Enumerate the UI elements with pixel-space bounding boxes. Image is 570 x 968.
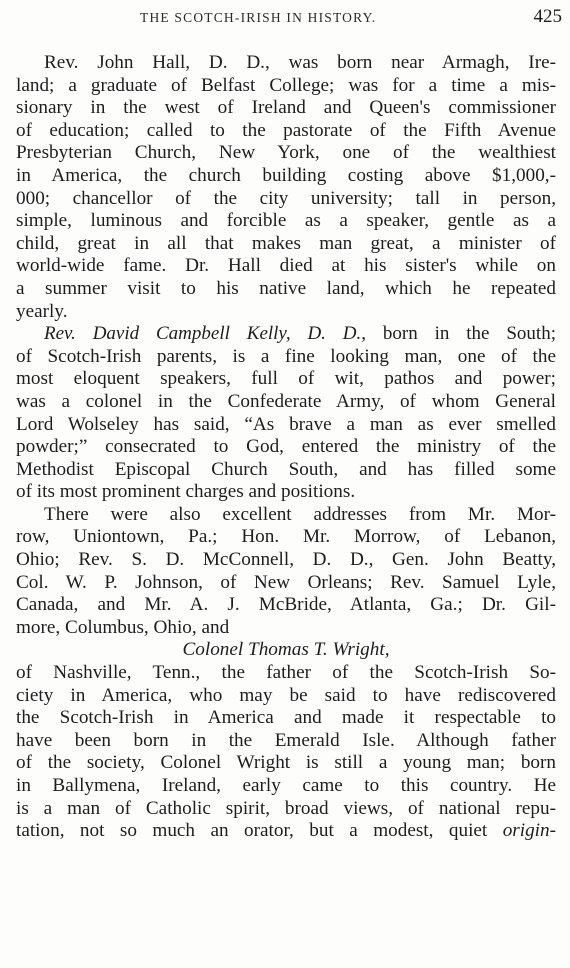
line-text: in America, the church building costing above $1,000,-: [16, 164, 556, 186]
text-line: [16, 301, 556, 324]
text-line: [16, 549, 556, 572]
line-text: have been born in the Emerald Isle. Although father: [16, 729, 556, 751]
line-text: of Scotch-Irish parents, is a fine looking man, one of the: [16, 345, 556, 367]
text-line: [16, 707, 556, 730]
text-line: [16, 210, 556, 233]
line-text: powder;” consecrated to God, entered the ministry of the: [16, 436, 556, 458]
text-line: [16, 165, 556, 188]
line-text: Methodist Episcopal Church South, and has filled some: [16, 458, 556, 480]
italic-word: origin-: [502, 820, 556, 842]
text-line: [16, 142, 556, 165]
text-line: [16, 752, 556, 775]
text-line: [16, 798, 556, 821]
text-line: [16, 617, 556, 640]
line-text: Canada, and Mr. A. J. McBride, Atlanta, Ga.; Dr. Gil-: [16, 594, 556, 616]
text-line: [16, 278, 556, 301]
line-text: of the society, Colonel Wright is still a young man; born: [16, 752, 556, 774]
italic-name: Rev. David Campbell Kelly, D. D.,: [44, 323, 367, 345]
text-line: [16, 820, 556, 843]
line-text: There were also excellent addresses from Mr. Mor-: [44, 503, 556, 525]
text-line: [16, 662, 556, 685]
text-line: [16, 730, 556, 753]
running-head: THE SCOTCH-IRISH IN HISTORY.: [140, 10, 377, 25]
line-text: 000; chancellor of the city university; tall in person,: [16, 187, 556, 209]
text-line: [16, 233, 556, 256]
text-line: [16, 391, 556, 414]
line-text: was a colonel in the Confederate Army, of whom General: [16, 390, 556, 412]
line-text: in Ballymena, Ireland, early came to this country. He: [16, 775, 556, 796]
line-text: Colonel Thomas T. Wright,: [182, 639, 390, 661]
text-line: [16, 526, 556, 549]
line-text: of education; called to the pastorate of the Fifth Avenue: [16, 119, 556, 141]
line-text: ciety in America, who may be said to have rediscovered: [16, 684, 556, 706]
line-text: of its most prominent charges and positions.: [16, 481, 356, 503]
line-text: the Scotch-Irish in America and made it respectable to: [16, 707, 556, 729]
text-line: [16, 97, 556, 120]
text-line: [16, 459, 556, 482]
text-line: [16, 504, 556, 527]
text-line: [16, 414, 556, 437]
line-text: of Nashville, Tenn., the father of the Scotch-Irish So-: [16, 662, 556, 684]
line-text: Col. W. P. Johnson, of New Orleans; Rev. Samuel Lyle,: [16, 571, 556, 593]
line-text: world-wide fame. Dr. Hall died at his sister's while on: [16, 255, 556, 277]
text-line: [16, 685, 556, 708]
body-text: [16, 52, 556, 843]
line-text: row, Uniontown, Pa.; Hon. Mr. Morrow, of Lebanon,: [16, 526, 556, 548]
text-line: [16, 594, 556, 617]
text-line: [16, 775, 556, 798]
line-text: most eloquent speakers, full of wit, pathos and power;: [16, 368, 556, 390]
line-text: born in the South;: [366, 323, 556, 345]
text-line: [16, 572, 556, 595]
line-text: yearly.: [16, 300, 68, 322]
text-line: [16, 255, 556, 278]
page-number: 425: [533, 6, 562, 27]
text-line: [16, 188, 556, 211]
text-line: [16, 481, 556, 504]
text-line: [16, 75, 556, 98]
page-header: [0, 6, 570, 28]
line-text: Rev. John Hall, D. D., was born near Armagh, Ire-: [44, 52, 556, 73]
text-line: [16, 436, 556, 459]
line-text: Lord Wolseley has said, “As brave a man as ever smelled: [16, 413, 556, 435]
text-line: [16, 323, 556, 346]
line-text: sionary in the west of Ireland and Queen's commissioner: [16, 97, 556, 119]
line-text: tation, not so much an orator, but a modest, quiet: [16, 820, 503, 842]
line-text: Presbyterian Church, New York, one of the wealthiest: [16, 142, 556, 164]
line-text: simple, luminous and forcible as a speaker, gentle as a: [16, 210, 556, 232]
line-text: land; a graduate of Belfast College; was for a time a mis-: [16, 74, 556, 96]
text-line: [16, 346, 556, 369]
line-text: is a man of Catholic spirit, broad views, of national repu-: [16, 797, 556, 819]
text-line: [16, 52, 556, 75]
line-text: child, great in all that makes man great, a minister of: [16, 232, 556, 254]
text-line: [16, 368, 556, 391]
line-text: more, Columbus, Ohio, and: [16, 616, 230, 638]
line-text: a summer visit to his native land, which he repeated: [16, 277, 556, 299]
line-text: Ohio; Rev. S. D. McConnell, D. D., Gen. John Beatty,: [16, 549, 556, 571]
text-line: [16, 120, 556, 143]
text-line: [16, 639, 556, 662]
